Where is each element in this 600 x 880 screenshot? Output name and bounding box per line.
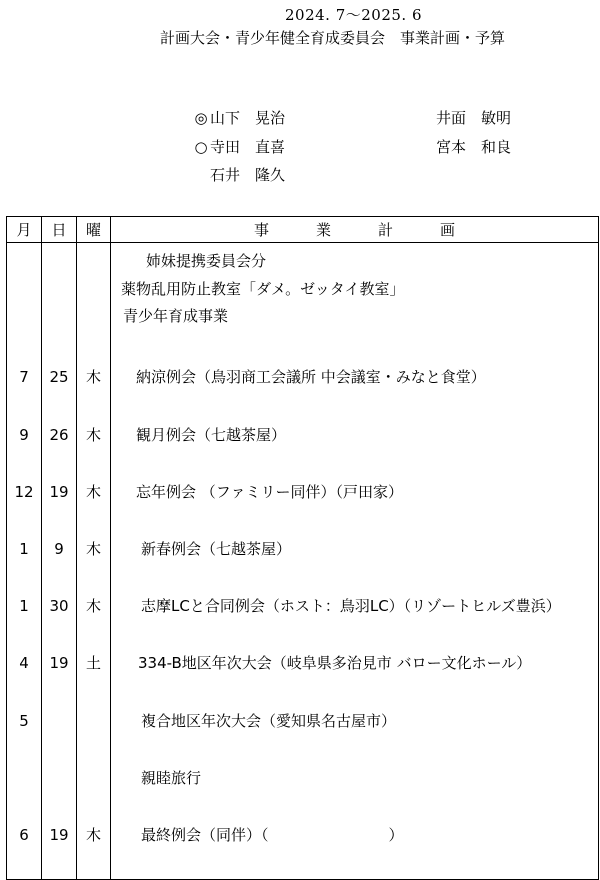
row-weekday: 木 xyxy=(85,540,101,558)
member-name: 寺田 直喜 xyxy=(210,138,286,156)
row-month: 12 xyxy=(14,483,34,501)
intro-line: 薬物乱用防止教室「ダメ。ゼッタイ教室」 xyxy=(121,280,405,298)
period-label: 2024. 7～2025. 6 xyxy=(285,6,423,24)
month-column xyxy=(7,243,42,880)
day-column xyxy=(42,243,77,880)
member-name: 石井 隆久 xyxy=(210,166,286,184)
member-name: 山下 晃治 xyxy=(210,109,286,127)
row-day: 19 xyxy=(49,483,69,501)
row-plan: 新春例会（七越茶屋） xyxy=(141,540,292,558)
row-day: 19 xyxy=(49,826,69,844)
plan-header-char: 画 xyxy=(439,221,455,239)
row-plan: 複合地区年次大会（愛知県名古屋市） xyxy=(141,712,397,730)
day-header: 日 xyxy=(42,217,77,243)
plan-header-char: 計 xyxy=(377,221,393,239)
row-month: 1 xyxy=(19,540,29,558)
row-weekday: 木 xyxy=(85,483,101,501)
member-entry xyxy=(192,164,285,185)
row-plan: 最終例会（同伴）（ ） xyxy=(141,826,404,844)
member-entry xyxy=(192,136,285,157)
row-month: 9 xyxy=(19,426,29,444)
schedule-body-row xyxy=(7,243,599,880)
row-plan: 志摩LCと合同例会（ホスト：鳥羽LC）（リゾートヒルズ豊浜） xyxy=(141,597,561,615)
row-weekday xyxy=(77,709,110,733)
row-weekday: 木 xyxy=(85,826,101,844)
row-plan: 忘年例会 （ファミリー同伴）（戸田家） xyxy=(136,483,403,501)
member-entry xyxy=(192,107,285,128)
member-entry xyxy=(418,136,511,157)
plan-header-char: 業 xyxy=(315,221,331,239)
member-name: 井面 敏明 xyxy=(436,109,512,127)
plan-header-char: 事 xyxy=(253,221,269,239)
row-weekday: 木 xyxy=(85,597,101,615)
member-name: 宮本 和良 xyxy=(436,138,512,156)
member-role-mark: ◎ xyxy=(194,109,208,127)
row-month: 7 xyxy=(19,368,29,386)
plan-header xyxy=(111,217,599,243)
row-month: 4 xyxy=(19,654,29,672)
row-day xyxy=(42,766,76,790)
schedule-table xyxy=(6,216,599,880)
row-month: 1 xyxy=(19,597,29,615)
row-day: 9 xyxy=(54,540,64,558)
plan-column xyxy=(111,243,599,880)
row-month: 5 xyxy=(19,712,29,730)
row-month: 6 xyxy=(19,826,29,844)
row-plan: 観月例会（七越茶屋） xyxy=(136,426,287,444)
row-day: 19 xyxy=(49,654,69,672)
member-entry xyxy=(418,107,511,128)
row-month xyxy=(7,766,41,790)
row-weekday: 土 xyxy=(85,654,101,672)
row-day xyxy=(42,709,76,733)
document-title: 計画大会・青少年健全育成委員会 事業計画・予算 xyxy=(160,29,506,47)
row-plan: 親睦旅行 xyxy=(141,769,202,787)
row-weekday xyxy=(77,766,110,790)
month-header: 月 xyxy=(7,217,42,243)
intro-line: 青少年育成事業 xyxy=(123,307,229,325)
member-role-mark: ○ xyxy=(194,138,208,156)
intro-line: 姉妹提携委員会分 xyxy=(146,252,267,270)
table-header-row xyxy=(7,217,599,243)
row-plan: 334-B地区年次大会（岐阜県多治見市 バロー文化ホール） xyxy=(138,654,532,672)
row-day: 30 xyxy=(49,597,69,615)
row-weekday: 木 xyxy=(85,426,101,444)
weekday-column xyxy=(77,243,111,880)
row-day: 26 xyxy=(49,426,69,444)
row-weekday: 木 xyxy=(85,368,101,386)
row-plan: 納涼例会（鳥羽商工会議所 中会議室・みなと食堂） xyxy=(136,368,486,386)
row-day: 25 xyxy=(49,368,69,386)
weekday-header: 曜 xyxy=(77,217,111,243)
